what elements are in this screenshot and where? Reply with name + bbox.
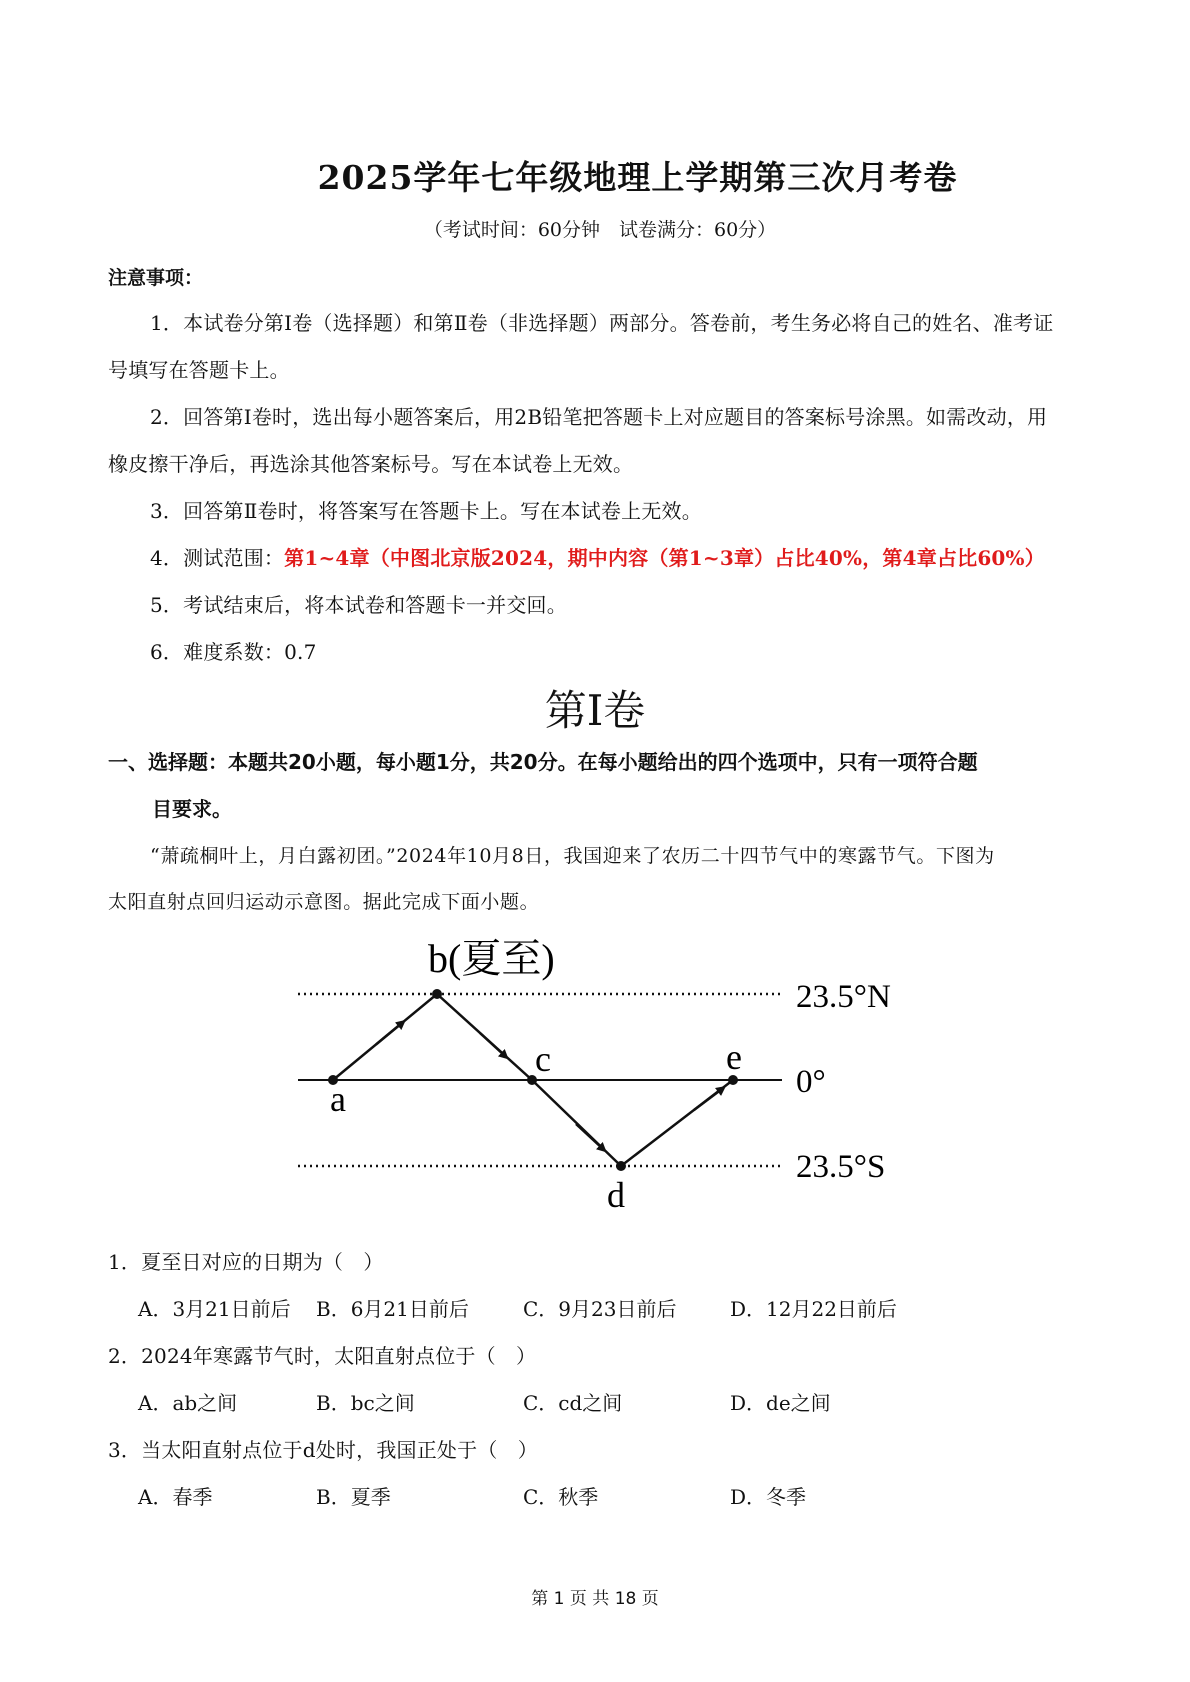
label-23-5-south: 23.5°S (796, 1149, 886, 1185)
label-a: a (330, 1079, 346, 1119)
point-d (616, 1161, 626, 1171)
question-1-option-c: C．9月23日前后 (523, 1297, 677, 1321)
question-3-option-c: C．秋季 (523, 1485, 599, 1509)
question-2-stem: 2．2024年寒露节气时，太阳直射点位于（ ） (108, 1344, 537, 1368)
question-1-stem: 1．夏至日对应的日期为（ ） (108, 1250, 384, 1274)
label-23-5-north: 23.5°N (796, 979, 891, 1015)
notice-item-4-label: 4．测试范围： (150, 546, 285, 570)
arrow-de (694, 1089, 722, 1110)
label-equator: 0° (796, 1064, 826, 1100)
question-2-option-b: B．bc之间 (316, 1391, 415, 1415)
page-number: 第 1 页 共 18 页 (531, 1589, 659, 1609)
arrow-ab (376, 1023, 402, 1045)
section-title: 第Ⅰ卷 (544, 686, 646, 735)
question-2-option-d: D．de之间 (730, 1391, 831, 1415)
question-1-option-b: B．6月21日前后 (316, 1297, 469, 1321)
question-heading-line-1: 一、选择题：本题共20小题，每小题1分，共20分。在每小题给出的四个选项中，只有一项符合题 (108, 750, 978, 774)
exam-info: （考试时间：60分钟 试卷满分：60分） (423, 219, 777, 241)
question-3-option-d: D．冬季 (730, 1485, 807, 1509)
question-3-option-b: B．夏季 (316, 1485, 391, 1509)
intro-line-2: 太阳直射点回归运动示意图。据此完成下面小题。 (108, 891, 540, 913)
arrow-cd (576, 1124, 603, 1149)
question-heading-line-2: 目要求。 (152, 797, 232, 821)
page-title: 2025学年七年级地理上学期第三次月考卷 (317, 158, 958, 197)
test-scope: 第1~4章（中图北京版2024，期中内容（第1~3章）占比40%，第4章占比60%） (284, 546, 1045, 570)
label-d: d (607, 1175, 625, 1215)
label-c: c (535, 1039, 551, 1079)
question-3-option-a: A．春季 (138, 1485, 213, 1509)
question-2-option-c: C．cd之间 (523, 1391, 623, 1415)
notice-item-1-line-2: 号填写在答题卡上。 (108, 358, 290, 382)
question-3-stem: 3．当太阳直射点位于d处时，我国正处于（ ） (108, 1438, 538, 1462)
notice-item-5: 5．考试结束后，将本试卷和答题卡一并交回。 (150, 593, 567, 617)
arrow-bc (480, 1033, 505, 1056)
label-e: e (726, 1037, 742, 1077)
notice-item-1-line-1: 1．本试卷分第Ⅰ卷（选择题）和第Ⅱ卷（非选择题）两部分。答卷前，考生务必将自己的姓名、准考证 (150, 311, 1054, 335)
intro-line-1: “萧疏桐叶上，月白露初团。”2024年10月8日，我国迎来了农历二十四节气中的寒露节气。下图为 (150, 845, 995, 867)
point-b (432, 989, 442, 999)
notice-heading: 注意事项： (108, 267, 204, 289)
question-1-option-a: A．3月21日前后 (138, 1297, 291, 1321)
question-2-option-a: A．ab之间 (138, 1391, 238, 1415)
notice-item-2-line-2: 橡皮擦干净后，再选涂其他答案标号。写在本试卷上无效。 (108, 452, 634, 476)
question-1-option-d: D．12月22日前后 (730, 1297, 897, 1321)
notice-item-2-line-1: 2．回答第Ⅰ卷时，选出每小题答案后，用2B铅笔把答题卡上对应题目的答案标号涂黑。如需改动，用 (150, 405, 1048, 429)
notice-item-3: 3．回答第Ⅱ卷时，将答案写在答题卡上。写在本试卷上无效。 (150, 499, 702, 523)
label-b: b(夏至) (428, 936, 555, 981)
notice-item-6: 6．难度系数：0.7 (150, 640, 317, 664)
